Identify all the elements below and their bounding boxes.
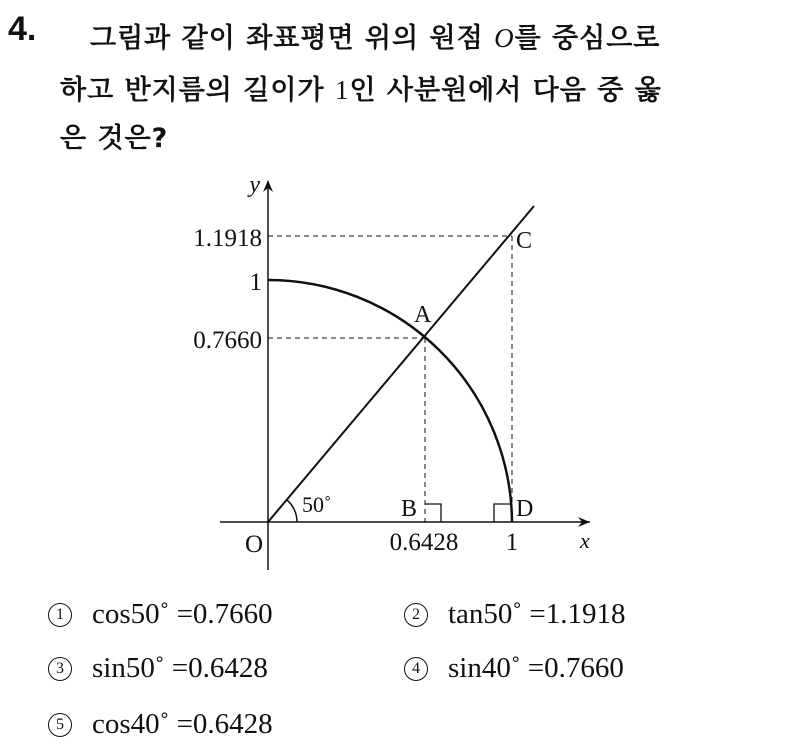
origin-variable: O — [494, 23, 515, 53]
choice-5[interactable] — [48, 708, 273, 741]
x-tick-1: 1 — [505, 529, 519, 556]
choice-3-text: sin50˚ =0.6428 — [92, 652, 268, 684]
choice-1-mark: 1 — [48, 603, 72, 627]
y-tick-0-7660: 0.7660 — [193, 327, 262, 354]
point-b-label: B — [401, 496, 418, 522]
right-angle-b — [425, 504, 441, 522]
right-angle-d — [494, 504, 512, 522]
x-tick-0-6428: 0.6428 — [389, 529, 459, 556]
choice-2-mark: 2 — [404, 603, 428, 627]
choice-3-mark: 3 — [48, 657, 72, 681]
angle-label: 50˚ — [302, 492, 332, 517]
ray-line — [268, 206, 534, 522]
choice-3[interactable] — [48, 652, 268, 685]
quarter-circle-arc — [268, 280, 512, 522]
question-line-2-post: 인 사분원에서 다음 중 옳 — [349, 75, 662, 106]
point-d-label: D — [516, 496, 534, 522]
choice-2[interactable] — [404, 598, 625, 631]
y-tick-1-1918: 1.1918 — [193, 225, 262, 252]
choice-1[interactable] — [48, 598, 273, 631]
point-a-label: A — [414, 302, 432, 328]
x-axis-label: x — [580, 528, 590, 553]
choice-4-text: sin40˚ =0.7660 — [448, 652, 624, 684]
choice-4-mark: 4 — [404, 657, 428, 681]
choice-1-text: cos50˚ =0.7660 — [92, 598, 273, 630]
choice-2-text: tan50˚ =1.1918 — [448, 598, 626, 630]
origin-label: O — [244, 531, 263, 558]
question-line-3: 은 것은? — [60, 123, 169, 154]
choice-5-mark: 5 — [48, 713, 72, 737]
choice-5-text: cos40˚ =0.6428 — [92, 708, 273, 740]
point-c-label: C — [516, 228, 533, 254]
question-line-2-pre: 하고 반지름의 길이가 — [60, 75, 335, 106]
choice-4[interactable] — [404, 652, 624, 685]
question-line-1-pre: 그림과 같이 좌표평면 위의 원점 — [90, 23, 495, 54]
radius-value: 1 — [334, 75, 350, 105]
angle-arc — [287, 500, 297, 522]
y-axis-label: y — [249, 172, 260, 198]
question-line-1-post: 를 중심으로 — [514, 23, 661, 54]
y-tick-1: 1 — [249, 269, 262, 296]
question-number: 4. — [8, 10, 37, 48]
